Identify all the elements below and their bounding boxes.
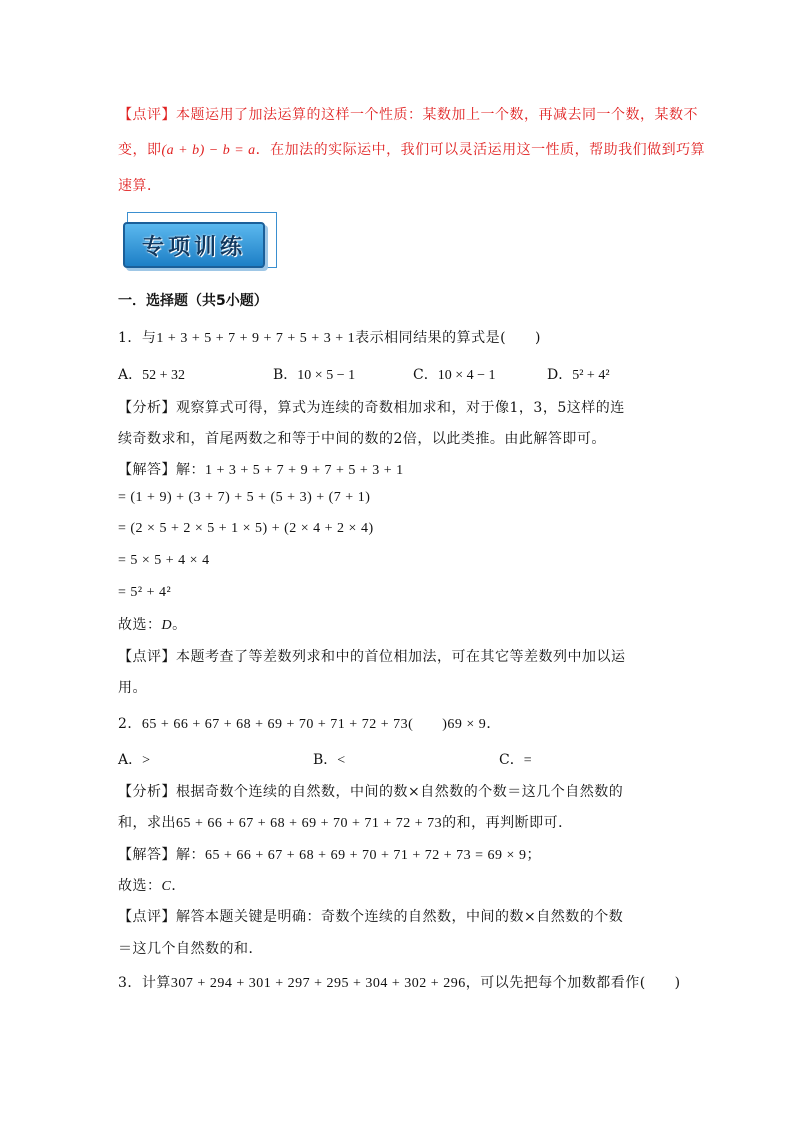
q2-comment-2: ＝这几个自然数的和． xyxy=(118,941,263,957)
q2-choice xyxy=(118,875,186,895)
q2-analysis-2 xyxy=(118,812,573,832)
option-value: 10 × 5 − 1 xyxy=(297,368,356,383)
section-banner xyxy=(123,212,278,272)
q3-stem-suffix: ，可以先把每个加数都看作( ) xyxy=(465,975,681,991)
q2-stem-suffix: ． xyxy=(486,716,501,732)
answer-step-4: = 5² + 4² xyxy=(118,585,172,600)
q1-stem-prefix: 1．与 xyxy=(118,330,157,346)
choice-prefix: 故选： xyxy=(118,617,162,633)
q2-answer xyxy=(118,844,541,864)
q2-analysis-1: 【分析】根据奇数个连续的自然数，中间的数×自然数的个数＝这几个自然数的 xyxy=(118,784,624,800)
comment-line-1: 【点评】本题运用了加法运算的这样一个性质：某数加上一个数，再减去同一个数，某数不 xyxy=(118,107,698,123)
choice-prefix: 故选： xyxy=(118,878,162,894)
q1-comment-2: 用。 xyxy=(118,680,147,696)
option-value: 5² + 4² xyxy=(572,368,610,383)
q1-choice xyxy=(118,614,187,634)
option-value: < xyxy=(337,753,346,768)
q1-analysis-2: 续奇数求和，首尾两数之和等于中间的数的2倍，以此类推。由此解答即可。 xyxy=(118,431,606,447)
q2-option-a xyxy=(118,749,150,769)
choice-suffix: 。 xyxy=(172,617,187,633)
analysis-formula: 65 + 66 + 67 + 68 + 69 + 70 + 71 + 72 + 73 xyxy=(176,816,443,831)
option-label: B． xyxy=(273,367,298,383)
q1-option-d xyxy=(547,364,610,384)
q1-stem-suffix: 表示相同结果的算式是( ) xyxy=(355,330,542,346)
analysis-text: 的和，再判断即可． xyxy=(442,815,573,831)
option-label: A． xyxy=(118,367,143,383)
q1-stem xyxy=(118,327,541,347)
q2-stem xyxy=(118,713,501,733)
option-value: = xyxy=(523,753,532,768)
q1-option-a xyxy=(118,364,185,384)
option-value: 52 + 32 xyxy=(142,368,186,383)
comment-text: 变，即 xyxy=(118,142,162,158)
comment-formula: (a + b) − b = a xyxy=(161,143,256,158)
option-label: C． xyxy=(499,752,524,768)
q3-stem-formula: 307 + 294 + 301 + 297 + 295 + 304 + 302 + 296 xyxy=(170,976,466,991)
comment-text: ．在加法的实际运中，我们可以灵活运用这一性质，帮助我们做到巧算 xyxy=(255,142,706,158)
choice-suffix: ． xyxy=(171,878,186,894)
choice-letter: C xyxy=(161,879,172,894)
q1-analysis-1: 【分析】观察算式可得，算式为连续的奇数相加求和，对于像1，3，5这样的连 xyxy=(118,400,625,416)
q2-option-b xyxy=(313,749,345,769)
comment-line-3: 速算． xyxy=(118,178,162,194)
q1-option-b xyxy=(273,364,355,384)
option-label: C． xyxy=(413,367,438,383)
answer-end: ； xyxy=(526,847,541,863)
q1-comment-1: 【点评】本题考查了等差数列求和中的首位相加法，可在其它等差数列中加以运 xyxy=(118,649,626,665)
option-label: B． xyxy=(313,752,338,768)
answer-label: 【解答】解： xyxy=(118,462,205,478)
q1-stem-formula: 1 + 3 + 5 + 7 + 9 + 7 + 5 + 3 + 1 xyxy=(156,331,356,346)
banner-title: 专项训练 xyxy=(141,234,246,260)
q2-stem-formula: 65 + 66 + 67 + 68 + 69 + 70 + 71 + 72 + 73( )69 × 9 xyxy=(141,717,487,732)
section-title: 一．选择题（共5小题） xyxy=(118,293,268,309)
answer-step-3: = 5 × 5 + 4 × 4 xyxy=(118,553,210,568)
choice-letter: D xyxy=(161,618,173,633)
option-label: D． xyxy=(547,367,573,383)
q2-stem-prefix: 2． xyxy=(118,716,142,732)
answer-step-2: = (2 × 5 + 2 × 5 + 1 × 5) + (2 × 4 + 2 × 4) xyxy=(118,521,374,536)
option-value: 10 × 4 − 1 xyxy=(437,368,496,383)
q2-comment-1: 【点评】解答本题关键是明确：奇数个连续的自然数，中间的数×自然数的个数 xyxy=(118,909,624,925)
banner-box xyxy=(123,222,265,268)
q1-option-c xyxy=(413,364,496,384)
analysis-text: 和，求出 xyxy=(118,815,176,831)
answer-step-0: 1 + 3 + 5 + 7 + 9 + 7 + 5 + 3 + 1 xyxy=(205,463,404,478)
option-label: A． xyxy=(118,752,143,768)
comment-line-2 xyxy=(118,139,705,159)
q3-stem xyxy=(118,972,681,992)
q2-option-c xyxy=(499,749,532,769)
option-value: > xyxy=(142,753,151,768)
answer-step-1: = (1 + 9) + (3 + 7) + 5 + (5 + 3) + (7 + 1) xyxy=(118,490,371,505)
q1-answer xyxy=(118,459,404,479)
q3-stem-prefix: 3．计算 xyxy=(118,975,171,991)
answer-label: 【解答】解： xyxy=(118,847,205,863)
answer-formula: 65 + 66 + 67 + 68 + 69 + 70 + 71 + 72 + 73 = 69 × 9 xyxy=(205,848,527,863)
